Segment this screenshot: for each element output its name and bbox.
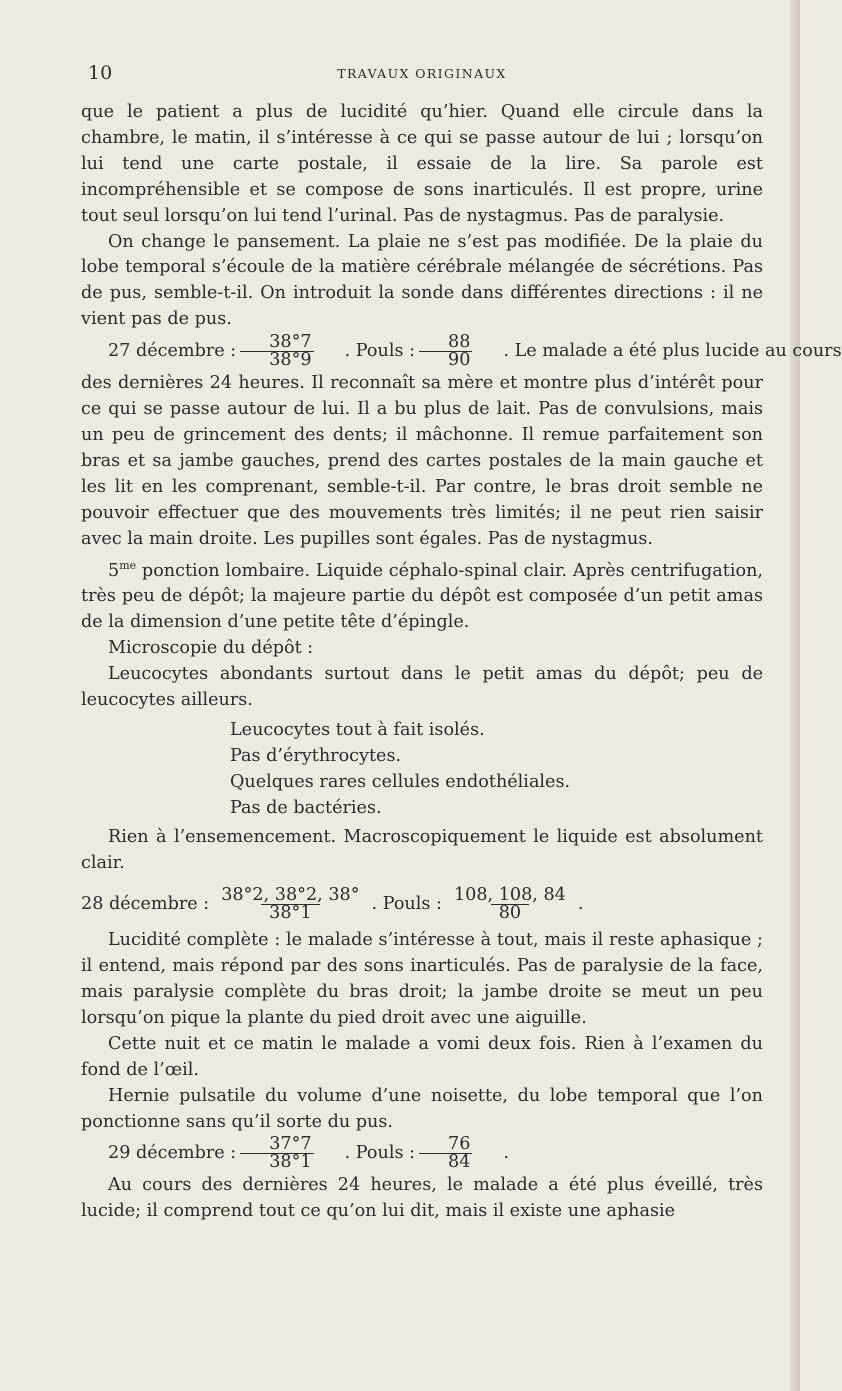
- paragraph-7: Rien à l’ensemencement. Macroscopiquement le liquide est absolument clair.: [81, 827, 763, 874]
- entry-29-decembre: [81, 1136, 763, 1171]
- paragraph-10: Hernie pulsatile du volume d’une noisette, du lobe temporal que l’on ponctionne sans qu’il sorte du pus.: [81, 1085, 763, 1132]
- entry-continuation: . Le malade a été plus lucide au cours: [503, 340, 842, 361]
- temperature-fraction: [240, 334, 313, 369]
- page-header: [88, 62, 736, 86]
- entry-end-punctuation: .: [503, 1143, 510, 1164]
- temperature-value: 38°7: [269, 332, 312, 353]
- article-body: [81, 100, 842, 1225]
- temperature-value: 38°1: [261, 904, 319, 922]
- list-item: Pas d’érythrocytes.: [230, 745, 402, 766]
- temperature-value: 38°1: [240, 1153, 313, 1171]
- temperature-value: 37°7: [269, 1134, 312, 1155]
- pulse-fraction: [446, 887, 574, 922]
- temperature-fraction: [240, 1136, 313, 1171]
- pulse-value: 108, 108, 84: [453, 885, 566, 906]
- pulse-value: 88: [448, 332, 471, 353]
- puncture-number: 5: [108, 560, 120, 581]
- paragraph-2: On change le pansement. La plaie ne s’est pas modifiée. De la plaie du lobe temporal s’écoule de la matière cérébrale mélangée de sécrétions. Pas de pus, semble-t-il. On introduit la sonde dans différentes directions : il ne vient pas de pus.: [81, 231, 763, 330]
- pulse-label: . Pouls :: [371, 893, 442, 914]
- paragraph-3: des dernières 24 heures. Il reconnaît sa mère et montre plus d’intérêt pour ce qui se passe autour de lui. Il a bu plus de lait. Pas de convulsions, mais un peu de grincement des dents; il mâchonne. Il remue parfaitement son bras et sa jambe gauches, prend des cartes postales de la main gauche et les lit en les comprenant, semble-t-il. Par contre, le bras droit semble ne pouvoir effectuer que des mouvements très limités; il ne peut rien saisir avec la main droite. Les pupilles sont égales. Pas de nystagmus.: [81, 373, 763, 549]
- page-edge-shadow: [790, 0, 800, 1391]
- pulse-value: 84: [419, 1153, 472, 1171]
- entry-date: 29 décembre :: [108, 1143, 237, 1164]
- pulse-fraction: [419, 334, 472, 369]
- paragraph-6: Leucocytes abondants surtout dans le petit amas du dépôt; peu de leucocytes ailleurs.: [81, 663, 763, 710]
- entry-27-decembre: [81, 332, 842, 371]
- pulse-value: 90: [419, 351, 472, 369]
- paragraph-4: [81, 553, 763, 637]
- pulse-fraction: [419, 1136, 472, 1171]
- pulse-label: . Pouls :: [344, 340, 416, 361]
- findings-list: [230, 718, 763, 822]
- paragraph-5: Microscopie du dépôt :: [108, 638, 314, 659]
- temperature-fraction: [213, 887, 367, 922]
- paragraph-9: Cette nuit et ce matin le malade a vomi deux fois. Rien à l’examen du fond de l’œil.: [81, 1033, 763, 1080]
- paragraph-1: que le patient a plus de lucidité qu’hier. Quand elle circule dans la chambre, le matin, il s’intéresse à ce qui se passe autour de lui ; lorsqu’on lui tend une carte postale, il essaie de la lire. Sa parole est incompréhensible et se compose de sons inarticulés. Il est propre, urine tout seul lorsqu’on lui tend l’urinal. Pas de nystagmus. Pas de paralysie.: [81, 102, 763, 226]
- temperature-value: 38°9: [240, 351, 313, 369]
- temperature-value: 38°2, 38°2, 38°: [221, 885, 360, 906]
- pulse-value: 80: [491, 904, 529, 922]
- entry-28-decembre: [81, 887, 763, 922]
- pulse-value: 76: [448, 1134, 471, 1155]
- ordinal-suffix: me: [119, 558, 137, 572]
- paragraph-8: Lucidité complète : le malade s’intéresse à tout, mais il reste aphasique ; il entend, mais répond par des sons inarticulés. Pas de paralysie de la face, mais paralysie complète du bras droit; la jambe droite se meut un peu lorsqu’on pique la plante du pied droit avec une aiguille.: [81, 930, 763, 1028]
- pulse-label: . Pouls :: [344, 1143, 416, 1164]
- page-number: 10: [88, 62, 113, 84]
- entry-date: 28 décembre :: [81, 893, 210, 914]
- entry-date: 27 décembre :: [108, 340, 237, 361]
- list-item: Quelques rares cellules endothéliales.: [230, 771, 571, 792]
- list-item: Pas de bactéries.: [230, 797, 382, 818]
- entry-end-punctuation: .: [577, 893, 584, 914]
- list-item: Leucocytes tout à fait isolés.: [230, 719, 485, 740]
- paragraph-11: Au cours des dernières 24 heures, le malade a été plus éveillé, très lucide; il comprend tout ce qu’on lui dit, mais il existe une aphasie: [81, 1175, 763, 1222]
- puncture-text: ponction lombaire. Liquide céphalo-spinal clair. Après centrifugation, très peu de dépôt; la majeure partie du dépôt est composée d’un petit amas de la dimension d’une petite tête d’épingle.: [81, 560, 763, 633]
- running-title: TRAVAUX ORIGINAUX: [337, 66, 507, 81]
